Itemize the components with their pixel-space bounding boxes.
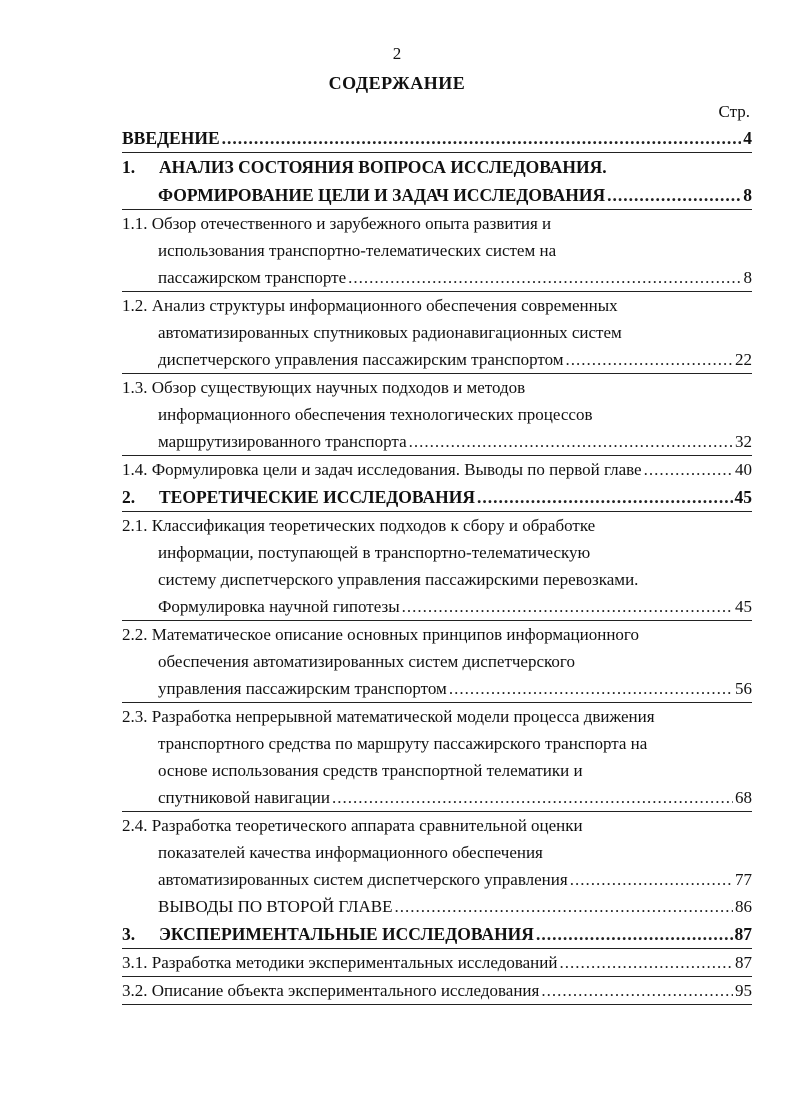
toc-entry-page: 86 xyxy=(735,897,752,916)
section-number: 3.2. xyxy=(122,981,148,1000)
dot-leader xyxy=(644,456,733,483)
toc-entry-page: 87 xyxy=(734,924,752,944)
section-title-line: Формулировка научной гипотезы xyxy=(158,597,400,616)
toc-entry-page: 8 xyxy=(743,185,752,205)
chapter-title-line: ФОРМИРОВАНИЕ ЦЕЛИ И ЗАДАЧ ИССЛЕДОВАНИЯ xyxy=(158,185,606,205)
section-title-line: Разработка методики экспериментальных исследований xyxy=(151,953,558,972)
dot-leader xyxy=(409,428,733,455)
toc-section-3-1[interactable] xyxy=(122,949,752,977)
toc-entry-page: 77 xyxy=(735,870,752,889)
conclusion-title: ВЫВОДЫ ПО ВТОРОЙ ГЛАВЕ xyxy=(158,897,393,916)
section-title-line: Формулировка цели и задач исследования. Выводы по первой главе xyxy=(151,460,642,479)
section-title-line: использования транспортно-телематических систем на xyxy=(158,241,557,260)
toc-entry-page: 32 xyxy=(735,432,752,451)
dot-leader xyxy=(222,124,742,152)
section-number: 2.2. xyxy=(122,625,148,644)
section-title-line: Математическое описание основных принципов информационного xyxy=(151,625,639,644)
toc-entry-page: 68 xyxy=(735,788,752,807)
toc-entry-page: 45 xyxy=(734,487,752,507)
toc-entry-page: 22 xyxy=(735,350,752,369)
toc-chapter-2[interactable] xyxy=(122,483,752,512)
toc-section-2-2[interactable] xyxy=(122,621,752,703)
section-title-line: пассажирском транспорте xyxy=(158,268,347,287)
toc-chapter-3[interactable] xyxy=(122,920,752,949)
dot-leader xyxy=(348,264,741,291)
section-number: 2.3. xyxy=(122,707,148,726)
toc-section-1-2[interactable] xyxy=(122,292,752,374)
toc-entry-intro[interactable] xyxy=(122,124,752,153)
section-title-line: маршрутизированного транспорта xyxy=(158,432,407,451)
section-title-line: Обзор отечественного и зарубежного опыта развития и xyxy=(151,214,552,233)
section-title-line: Разработка теоретического аппарата сравнительной оценки xyxy=(151,816,583,835)
section-number: 3.1. xyxy=(122,953,148,972)
dot-leader xyxy=(395,893,733,920)
section-number: 1.2. xyxy=(122,296,148,315)
toc-section-2-1[interactable] xyxy=(122,512,752,621)
section-number: 1.3. xyxy=(122,378,148,397)
dot-leader xyxy=(449,675,733,702)
chapter-title-line: ЭКСПЕРИМЕНТАЛЬНЫЕ ИССЛЕДОВАНИЯ xyxy=(159,924,534,944)
section-title-line: спутниковой навигации xyxy=(158,788,331,807)
toc-entry-title: ВВЕДЕНИЕ xyxy=(122,128,220,148)
section-title-line: Разработка непрерывной математической модели процесса движения xyxy=(151,707,655,726)
dot-leader xyxy=(607,181,741,209)
toc-entry-page: 4 xyxy=(743,128,752,148)
toc-section-1-4[interactable] xyxy=(122,456,752,483)
chapter-title-line: АНАЛИЗ СОСТОЯНИЯ ВОПРОСА ИССЛЕДОВАНИЯ. xyxy=(159,157,607,177)
page-number: 2 xyxy=(392,44,402,63)
dot-leader xyxy=(402,593,733,620)
chapter-title-line: ТЕОРЕТИЧЕСКИЕ ИССЛЕДОВАНИЯ xyxy=(159,487,475,507)
toc-section-1-3[interactable] xyxy=(122,374,752,456)
section-number: 1.1. xyxy=(122,214,148,233)
section-title-line: Описание объекта экспериментального исследования xyxy=(151,981,540,1000)
dot-leader xyxy=(332,784,733,811)
toc-entry-page: 8 xyxy=(743,268,752,287)
chapter-number: 2. xyxy=(122,487,136,507)
section-title-line: управления пассажирским транспортом xyxy=(158,679,447,698)
toc-section-1-1[interactable] xyxy=(122,210,752,292)
section-title-line: автоматизированных систем диспетчерского управления xyxy=(158,870,568,889)
dot-leader xyxy=(570,866,733,893)
dot-leader xyxy=(559,949,733,976)
dot-leader xyxy=(477,483,733,511)
section-title-line: систему диспетчерского управления пассажирскими перевозками. xyxy=(158,570,639,589)
section-title-line: Классификация теоретических подходов к сбору и обработке xyxy=(151,516,596,535)
section-title-line: диспетчерского управления пассажирским транспортом xyxy=(158,350,564,369)
page-title: СОДЕРЖАНИЕ xyxy=(328,73,466,93)
section-number: 1.4. xyxy=(122,460,148,479)
toc-entry-page: 95 xyxy=(735,981,752,1000)
section-title-line: Обзор существующих научных подходов и методов xyxy=(151,378,526,397)
section-title-line: информации, поступающей в транспортно-телематическую xyxy=(158,543,591,562)
page-column-label: Стр. xyxy=(718,102,750,121)
chapter-number: 1. xyxy=(122,157,136,177)
dot-leader xyxy=(566,346,733,373)
chapter-number: 3. xyxy=(122,924,136,944)
dot-leader xyxy=(541,977,733,1004)
toc-entry-page: 56 xyxy=(735,679,752,698)
dot-leader xyxy=(536,920,733,948)
toc-entry-page: 87 xyxy=(735,953,752,972)
section-number: 2.4. xyxy=(122,816,148,835)
section-title-line: транспортного средства по маршруту пассажирского транспорта на xyxy=(158,734,648,753)
section-title-line: автоматизированных спутниковых радионавигационных систем xyxy=(158,323,622,342)
toc-entry-page: 45 xyxy=(735,597,752,616)
toc-conclusion-2[interactable] xyxy=(122,893,752,920)
section-title-line: Анализ структуры информационного обеспечения современных xyxy=(151,296,618,315)
section-title-line: информационного обеспечения технологических процессов xyxy=(158,405,593,424)
section-title-line: основе использования средств транспортной телематики и xyxy=(158,761,583,780)
toc-chapter-1[interactable] xyxy=(122,153,752,210)
section-number: 2.1. xyxy=(122,516,148,535)
toc-section-3-2[interactable] xyxy=(122,977,752,1005)
toc-section-2-3[interactable] xyxy=(122,703,752,812)
toc-section-2-4[interactable] xyxy=(122,812,752,893)
table-of-contents xyxy=(122,124,752,1005)
section-title-line: обеспечения автоматизированных систем диспетчерского xyxy=(158,652,575,671)
toc-entry-page: 40 xyxy=(735,460,752,479)
section-title-line: показателей качества информационного обеспечения xyxy=(158,843,543,862)
